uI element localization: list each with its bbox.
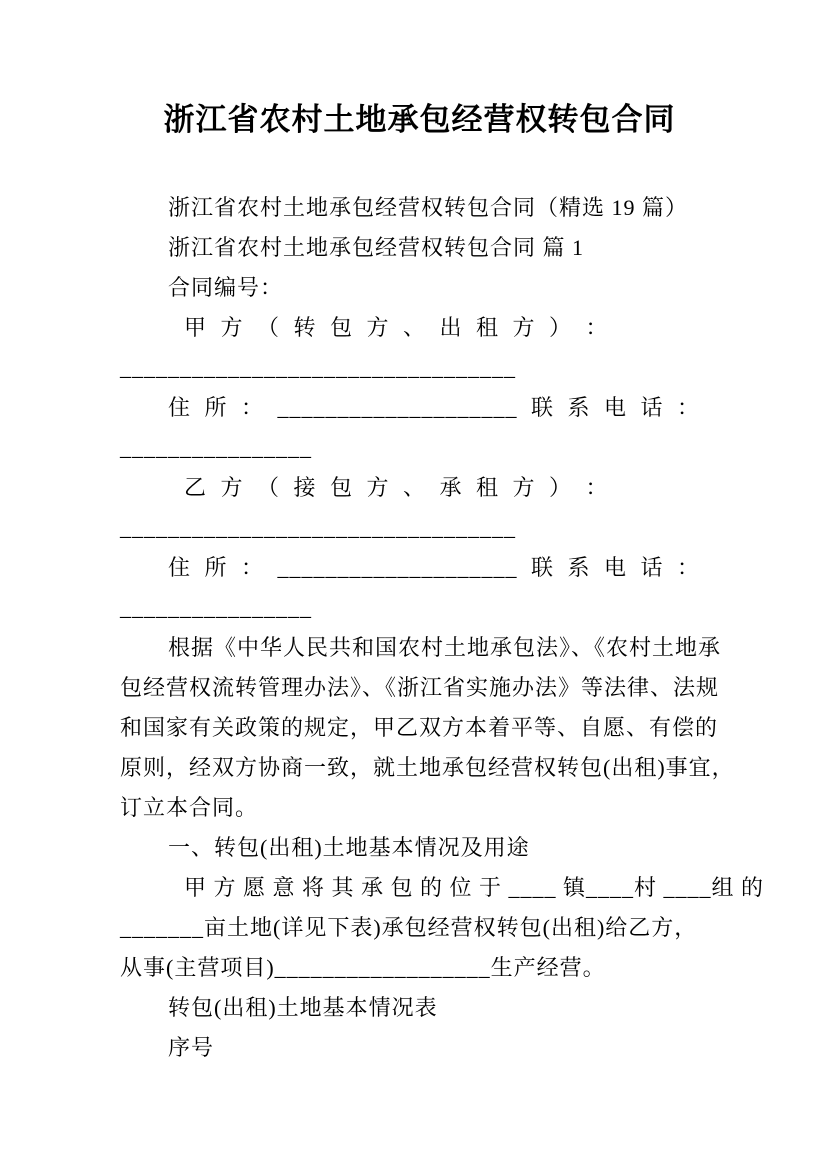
document-line-preamble-1: 根据《中华人民共和国农村土地承包法》、《农村土地承 [168,635,722,660]
document-line-party-a-blank: _________________________________ [120,355,516,380]
document-line-section-1-heading: 一、转包(出租)土地基本情况及用途 [168,835,530,860]
document-line-contract-number: 合同编号： [168,275,284,300]
document-line-party-a-label: 甲 方 （ 转 包 方 、 出 租 方 ） ： [184,315,609,340]
document-line-clause-3: 从事(主营项目)__________________生产经营。 [120,955,606,980]
document-title: 浙江省农村土地承包经营权转包合同 [163,102,676,137]
document-line-party-b-address: 住 所 ： ____________________ 联 系 电 话 ： [168,555,701,580]
document-line-party-b-label: 乙 方 （ 接 包 方 、 承 租 方 ） ： [184,475,609,500]
document-line-party-b-blank: _________________________________ [120,515,516,540]
document-line-preamble-3: 和国家有关政策的规定，甲乙双方本着平等、自愿、有偿的 [120,715,719,740]
document-line-party-a-phone-blank: ________________ [120,435,312,460]
document-line-preamble-2: 包经营权流转管理办法》、《浙江省实施办法》等法律、法规 [120,675,720,700]
document-line-clause-2: _______亩土地(详见下表)承包经营权转包(出租)给乙方， [120,915,698,940]
document-line-selection-heading: 浙江省农村土地承包经营权转包合同（精选 19 篇） [168,195,689,220]
document-line-clause-1: 甲 方 愿 意 将 其 承 包 的 位 于 ____ 镇____村 ____组 的 [184,875,765,900]
document-line-table-title: 转包(出租)土地基本情况表 [168,995,438,1020]
document-line-party-a-address: 住 所 ： ____________________ 联 系 电 话 ： [168,395,701,420]
document-line-part-heading: 浙江省农村土地承包经营权转包合同 篇 1 [168,235,585,260]
document-line-party-b-phone-blank: ________________ [120,595,312,620]
document-line-preamble-5: 订立本合同。 [120,795,259,820]
document-line-table-serial-label: 序号 [168,1035,215,1060]
document-line-preamble-4: 原则，经双方协商一致，就土地承包经营权转包(出租)事宜， [120,755,735,780]
